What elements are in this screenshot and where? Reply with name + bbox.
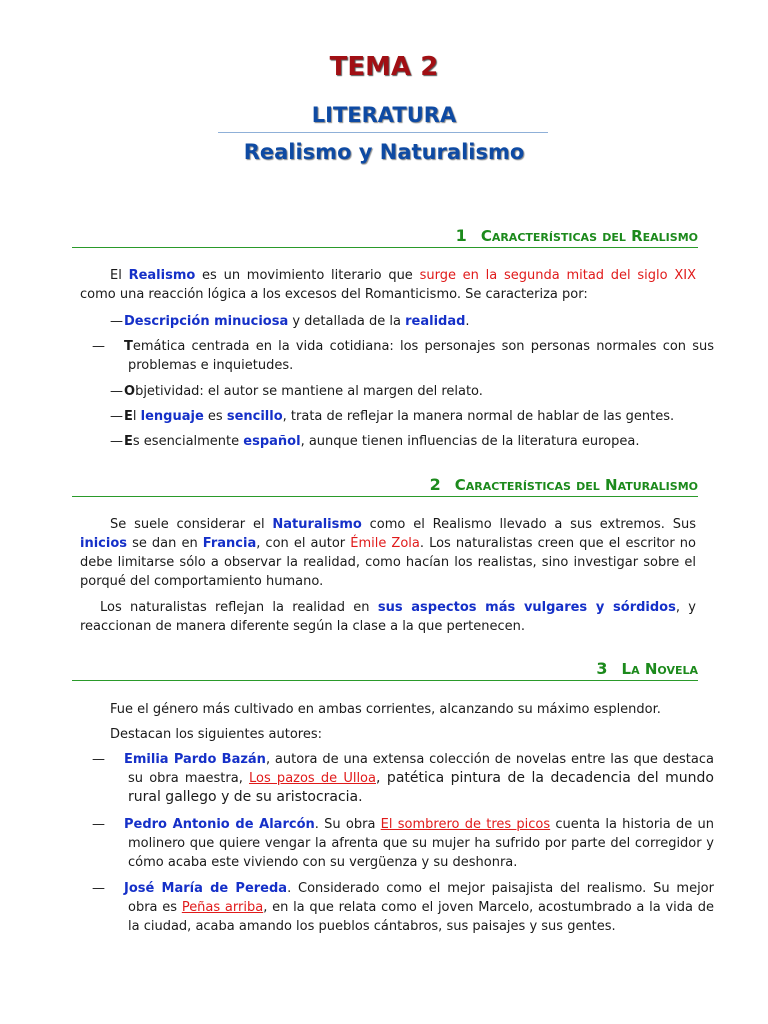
author-item: — José María de Pereda. Considerado como el mejor paisajista del realismo. Su mejor obra es Peñas arriba, en la que relata como el joven Marcelo, acostumbrado a la vida de la ciudad, acaba amando los pueblos cántabros, sus paisajes y sus gentes.	[92, 881, 714, 934]
paragraph: El Realismo es un movimiento literario que surge en la segunda mitad del siglo XIX como una reacción lógica a los excesos del Romanticismo. Se caracteriza por:	[80, 268, 696, 302]
paragraph: Fue el género más cultivado en ambas corrientes, alcanzando su máximo esplendor.	[110, 702, 661, 717]
list-item: —Objetividad: el autor se mantiene al margen del relato.	[110, 384, 483, 399]
section-number: 2	[429, 475, 441, 494]
author-item: — Emilia Pardo Bazán, autora de una extensa colección de novelas entre las que destaca su obra maestra, Los pazos de Ulloa, patética pintura de la decadencia del mundo rural gallego y de su aristocracia.	[92, 752, 714, 805]
author-item: — Pedro Antonio de Alarcón. Su obra El sombrero de tres picos cuenta la historia de un molinero que quiere vengar la afrenta que su mujer ha sufrido por parte del corregidor y cómo acaba este viviendo con su vergüenza y su deshonra.	[92, 817, 714, 870]
section-title: Características del Naturalismo	[454, 476, 698, 494]
section-heading-3	[72, 659, 698, 681]
section-title: Características del Realismo	[480, 227, 698, 245]
section-title: La Novela	[621, 660, 698, 678]
work-link[interactable]: Peñas arriba	[181, 900, 264, 915]
subject-title: LITERATURA	[311, 103, 457, 127]
section-heading-1	[72, 226, 698, 248]
title-divider	[218, 132, 548, 133]
list-item: — Temática centrada en la vida cotidiana: los personajes son personas normales con sus problemas e inquietudes.	[92, 339, 714, 373]
work-link[interactable]: El sombrero de tres picos	[380, 817, 551, 832]
paragraph: Se suele considerar el Naturalismo como el Realismo llevado a sus extremos. Sus inicios se dan en Francia, con el autor Émile Zola. Los naturalistas creen que el escritor no debe limitarse sólo a observar la realidad, como hacían los realistas, sino investigar sobre el porqué del comportamiento humano.	[80, 517, 697, 589]
paragraph: Los naturalistas reflejan la realidad en sus aspectos más vulgares y sórdidos, y reaccionan de manera diferente según la clase a la que pertenecen.	[80, 600, 696, 634]
list-item: —El lenguaje es sencillo, trata de reflejar la manera normal de hablar de las gentes.	[110, 409, 675, 424]
work-link[interactable]: Los pazos de Ulloa	[249, 771, 376, 786]
list-item: —Descripción minuciosa y detallada de la realidad.	[110, 314, 470, 329]
paragraph: Destacan los siguientes autores:	[110, 727, 322, 742]
section-heading-2	[72, 475, 698, 497]
topic-subtitle: Realismo y Naturalismo	[243, 140, 525, 164]
list-item: —Es esencialmente español, aunque tienen influencias de la literatura europea.	[110, 434, 640, 449]
section-number: 3	[596, 659, 608, 678]
tema-title: TEMA 2	[329, 52, 439, 82]
section-number: 1	[455, 226, 467, 245]
